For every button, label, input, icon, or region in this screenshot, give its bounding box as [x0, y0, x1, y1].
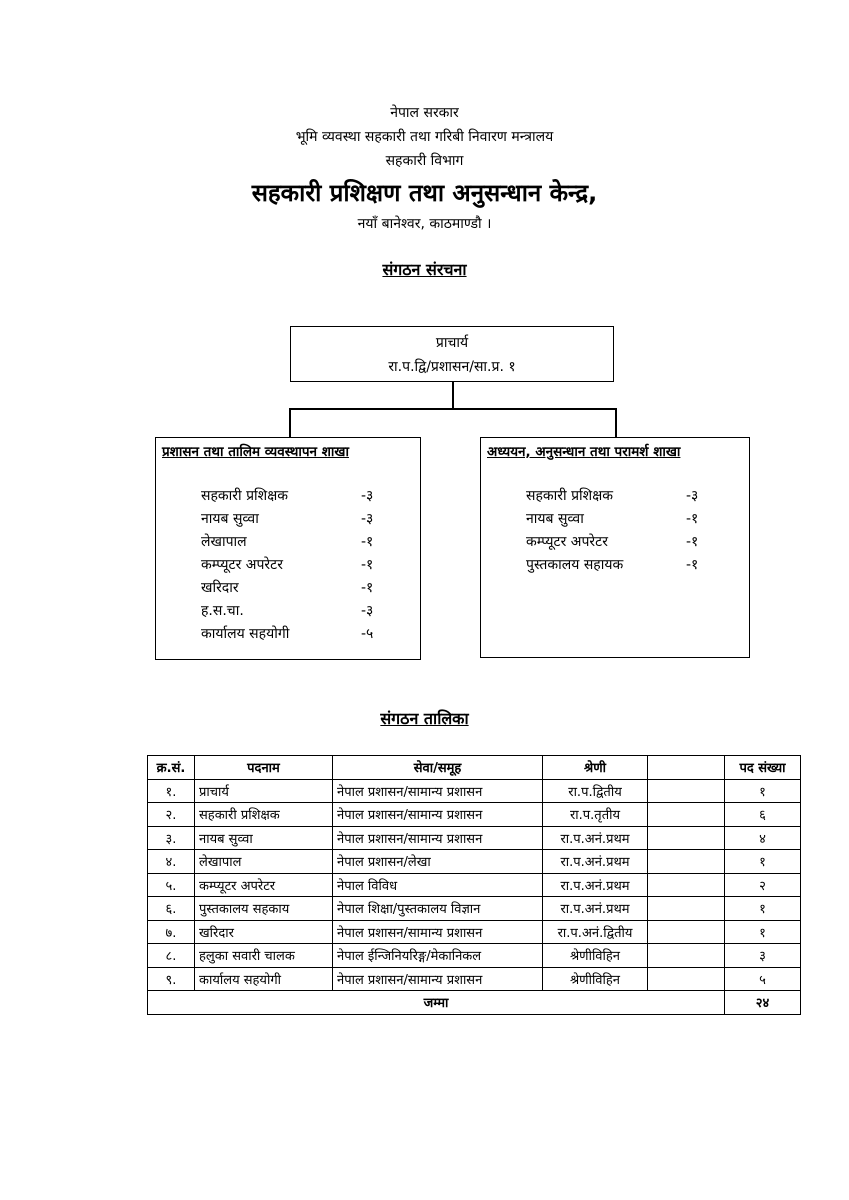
cell-blank	[648, 944, 725, 968]
cell-serial: २.	[148, 803, 195, 827]
position-name: कम्प्यूटर अपरेटर	[526, 534, 608, 550]
position-name: नायब सुव्वा	[526, 511, 584, 527]
column-header: पद संख्या	[725, 756, 801, 780]
cell-service: नेपाल प्रशासन/सामान्य प्रशासन	[333, 920, 543, 944]
cell-serial: ३.	[148, 826, 195, 850]
cell-service: नेपाल ईन्जिनियरिङ्ग/मेकानिकल	[333, 944, 543, 968]
cell-blank	[648, 873, 725, 897]
cell-count: ५	[725, 967, 801, 991]
cell-count: ६	[725, 803, 801, 827]
cell-serial: ६.	[148, 897, 195, 921]
total-row	[148, 991, 801, 1015]
table-row	[148, 826, 801, 850]
right-branch-box	[480, 437, 750, 658]
cell-class: रा.प.अनं.प्रथम	[543, 873, 648, 897]
cell-blank	[648, 803, 725, 827]
top-position-box	[290, 326, 614, 382]
table-row	[148, 779, 801, 803]
position-name: कम्प्यूटर अपरेटर	[201, 557, 283, 573]
cell-count: ४	[725, 826, 801, 850]
column-header: क्र.सं.	[148, 756, 195, 780]
cell-post: खरिदार	[195, 920, 333, 944]
position-count: -३	[361, 603, 374, 619]
table-header-row	[148, 756, 801, 780]
cell-count: १	[725, 897, 801, 921]
header-ministry: भूमि व्यवस्था सहकारी तथा गरिबी निवारण मन्त्रालय	[295, 129, 554, 145]
table-row	[148, 920, 801, 944]
structure-heading: संगठन संरचना	[382, 260, 467, 279]
position-count: -१	[686, 534, 699, 550]
cell-serial: ९.	[148, 967, 195, 991]
column-header: श्रेणी	[543, 756, 648, 780]
position-count: -३	[686, 488, 699, 504]
cell-service: नेपाल शिक्षा/पुस्तकालय विज्ञान	[333, 897, 543, 921]
position-count: -१	[686, 511, 699, 527]
cell-post: कम्प्यूटर अपरेटर	[195, 873, 333, 897]
table-row	[148, 967, 801, 991]
cell-service: नेपाल प्रशासन/सामान्य प्रशासन	[333, 779, 543, 803]
position-count: -१	[361, 534, 374, 550]
cell-post: सहकारी प्रशिक्षक	[195, 803, 333, 827]
position-count: -१	[361, 580, 374, 596]
cell-class: श्रेणीविहिन	[543, 944, 648, 968]
cell-class: रा.प.अनं.प्रथम	[543, 850, 648, 874]
cell-service: नेपाल प्रशासन/लेखा	[333, 850, 543, 874]
cell-class: रा.प.अनं.प्रथम	[543, 826, 648, 850]
cell-blank	[648, 850, 725, 874]
cell-service: नेपाल प्रशासन/सामान्य प्रशासन	[333, 803, 543, 827]
cell-class: रा.प.तृतीय	[543, 803, 648, 827]
cell-count: १	[725, 779, 801, 803]
cell-serial: ४.	[148, 850, 195, 874]
cell-count: १	[725, 920, 801, 944]
header-address: नयाँ बानेश्वर, काठमाण्डौ ।	[357, 216, 492, 232]
position-count: -३	[361, 488, 374, 504]
total-value: २४	[725, 991, 801, 1015]
cell-post: प्राचार्य	[195, 779, 333, 803]
organization-table	[147, 755, 801, 1015]
connector-vertical-top	[452, 382, 454, 409]
cell-class: श्रेणीविहिन	[543, 967, 648, 991]
column-header: पदनाम	[195, 756, 333, 780]
left-branch-title: प्रशासन तथा तालिम व्यवस्थापन शाखा	[162, 444, 349, 460]
cell-serial: १.	[148, 779, 195, 803]
cell-post: नायब सुव्वा	[195, 826, 333, 850]
cell-blank	[648, 826, 725, 850]
header-department: सहकारी विभाग	[385, 153, 464, 169]
total-label: जम्मा	[148, 991, 725, 1015]
cell-post: कार्यालय सहयोगी	[195, 967, 333, 991]
left-branch-box	[155, 437, 421, 660]
position-name: ह.स.चा.	[201, 603, 244, 619]
cell-service: नेपाल प्रशासन/सामान्य प्रशासन	[333, 826, 543, 850]
cell-count: १	[725, 850, 801, 874]
table-row	[148, 944, 801, 968]
cell-count: ३	[725, 944, 801, 968]
cell-class: रा.प.द्वितीय	[543, 779, 648, 803]
position-count: -१	[361, 557, 374, 573]
right-branch-title: अध्ययन, अनुसन्धान तथा परामर्श शाखा	[487, 444, 681, 460]
page-title: सहकारी प्रशिक्षण तथा अनुसन्धान केन्द्र,	[251, 179, 598, 207]
position-count: -५	[361, 626, 374, 642]
cell-post: हलुका सवारी चालक	[195, 944, 333, 968]
cell-post: पुस्तकालय सहकाय	[195, 897, 333, 921]
column-header	[648, 756, 725, 780]
cell-serial: ७.	[148, 920, 195, 944]
cell-blank	[648, 967, 725, 991]
position-count: -३	[361, 511, 374, 527]
cell-post: लेखापाल	[195, 850, 333, 874]
table-row	[148, 873, 801, 897]
cell-class: रा.प.अनं.प्रथम	[543, 897, 648, 921]
cell-blank	[648, 897, 725, 921]
cell-blank	[648, 779, 725, 803]
position-name: पुस्तकालय सहायक	[526, 557, 624, 573]
cell-class: रा.प.अनं.द्वितीय	[543, 920, 648, 944]
position-name: सहकारी प्रशिक्षक	[201, 488, 288, 504]
cell-service: नेपाल प्रशासन/सामान्य प्रशासन	[333, 967, 543, 991]
connector-right-drop	[615, 408, 617, 438]
position-name: नायब सुव्वा	[201, 511, 259, 527]
cell-count: २	[725, 873, 801, 897]
position-name: खरिदार	[201, 580, 239, 596]
position-name: लेखापाल	[201, 534, 247, 550]
table-row	[148, 897, 801, 921]
table-row	[148, 850, 801, 874]
table-row	[148, 803, 801, 827]
top-position-detail: रा.प.द्वि/प्रशासन/सा.प्र. १	[388, 359, 516, 375]
connector-horizontal	[289, 408, 616, 410]
position-name: सहकारी प्रशिक्षक	[526, 488, 613, 504]
table-heading: संगठन तालिका	[380, 709, 469, 728]
top-position-title: प्राचार्य	[435, 335, 469, 351]
position-name: कार्यालय सहयोगी	[201, 626, 290, 642]
cell-service: नेपाल विविध	[333, 873, 543, 897]
cell-blank	[648, 920, 725, 944]
position-count: -१	[686, 557, 699, 573]
header-government: नेपाल सरकार	[390, 105, 459, 121]
cell-serial: ८.	[148, 944, 195, 968]
cell-serial: ५.	[148, 873, 195, 897]
connector-left-drop	[289, 408, 291, 438]
column-header: सेवा/समूह	[333, 756, 543, 780]
